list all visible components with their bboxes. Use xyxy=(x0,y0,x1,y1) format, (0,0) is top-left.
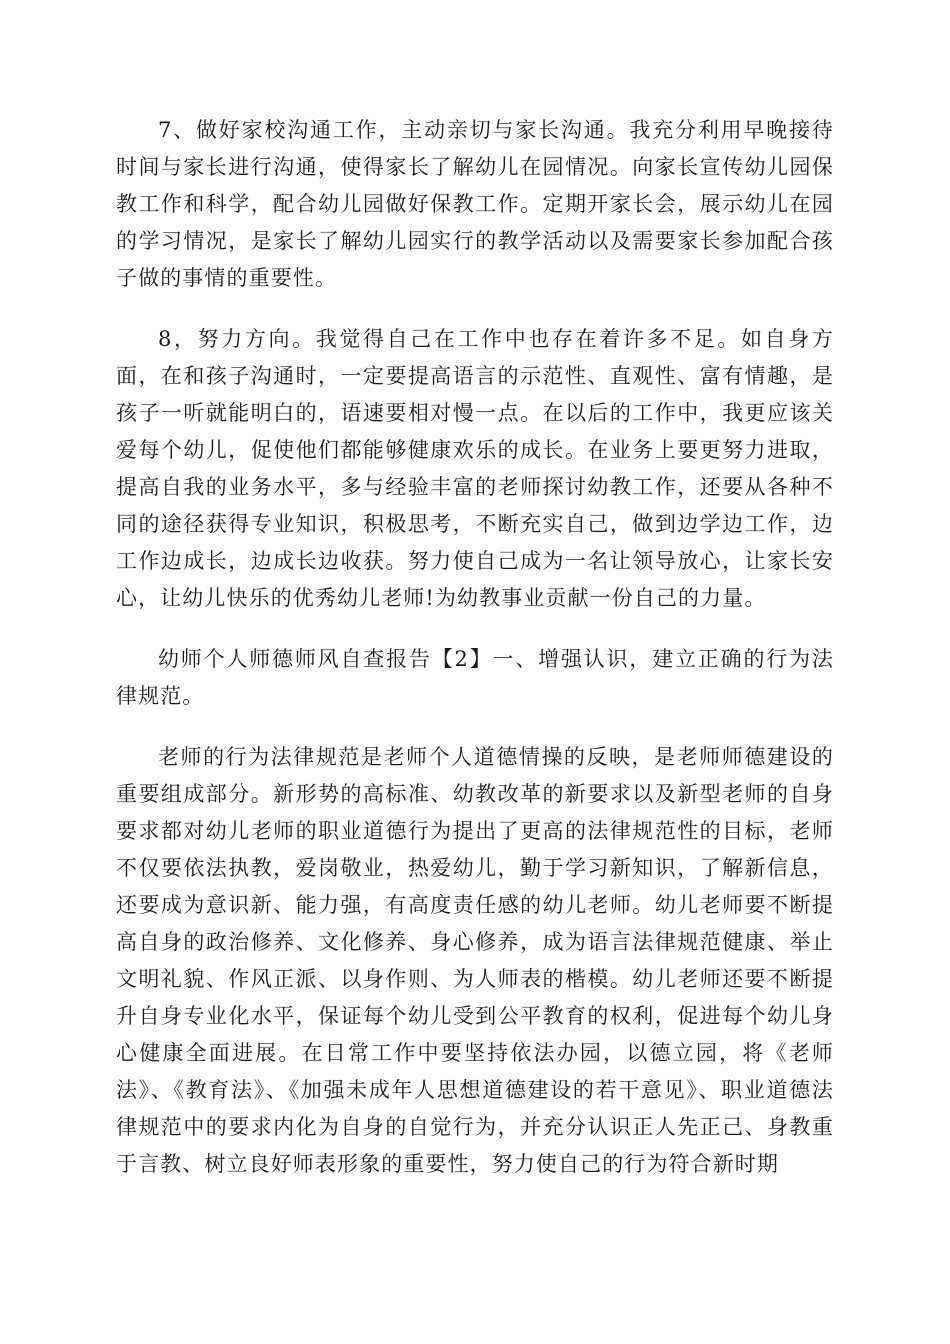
paragraph-behavior-norms: 老师的行为法律规范是老师个人道德情操的反映，是老师师德建设的重要组成部分。新形势的高标准、幼教改革的新要求以及新型老师的自身要求都对幼儿老师的职业道德行为提出了更高的法律规范性的目标，老师不仅要依法执教，爱岗敬业，热爱幼儿，勤于学习新知识，了解新信息，还要成为意识新、能力强，有高度责任感的幼儿老师。幼儿老师要不断提高自身的政治修养、文化修养、身心修养，成为语言法律规范健康、举止文明礼貌、作风正派、以身作则、为人师表的楷模。幼儿老师还要不断提升自身专业化水平，保证每个幼儿受到公平教育的权利，促进每个幼儿身心健康全面进展。在日常工作中要坚持依法办园，以德立园，将《老师法》、《教育法》、《加强未成年人思想道德建设的若干意见》、职业道德法律规范中的要求内化为自身的自觉行为，并充分认识正人先正己、身教重于言教、树立良好师表形象的重要性，努力使自己的行为符合新时期 xyxy=(116,745,834,1176)
document-page xyxy=(116,112,834,1183)
paragraph-item-7: 7、做好家校沟通工作，主动亲切与家长沟通。我充分利用早晚接待时间与家长进行沟通，使得家长了解幼儿在园情况。向家长宣传幼儿园保教工作和科学，配合幼儿园做好保教工作。定期开家长会，展示幼儿在园的学习情况，是家长了解幼儿园实行的教学活动以及需要家长参加配合孩子做的事情的重要性。 xyxy=(116,118,834,290)
paragraph-item-8: 8，努力方向。我觉得自己在工作中也存在着许多不足。如自身方面，在和孩子沟通时，一定要提高语言的示范性、直观性、富有情趣，是孩子一听就能明白的，语速要相对慢一点。在以后的工作中，我更应该关爱每个幼儿，促使他们都能够健康欢乐的成长。在业务上要更努力进取，提高自我的业务水平，多与经验丰富的老师探讨幼教工作，还要从各种不同的途径获得专业知识，积极思考，不断充实自己，做到边学边工作，边工作边成长，边成长边收获。努力使自己成为一名让领导放心，让家长安心，让幼儿快乐的优秀幼儿老师!为幼教事业贡献一份自己的力量。 xyxy=(116,327,834,610)
section-heading-report-2: 幼师个人师德师风自查报告【2】一、增强认识，建立正确的行为法律规范。 xyxy=(116,647,834,708)
